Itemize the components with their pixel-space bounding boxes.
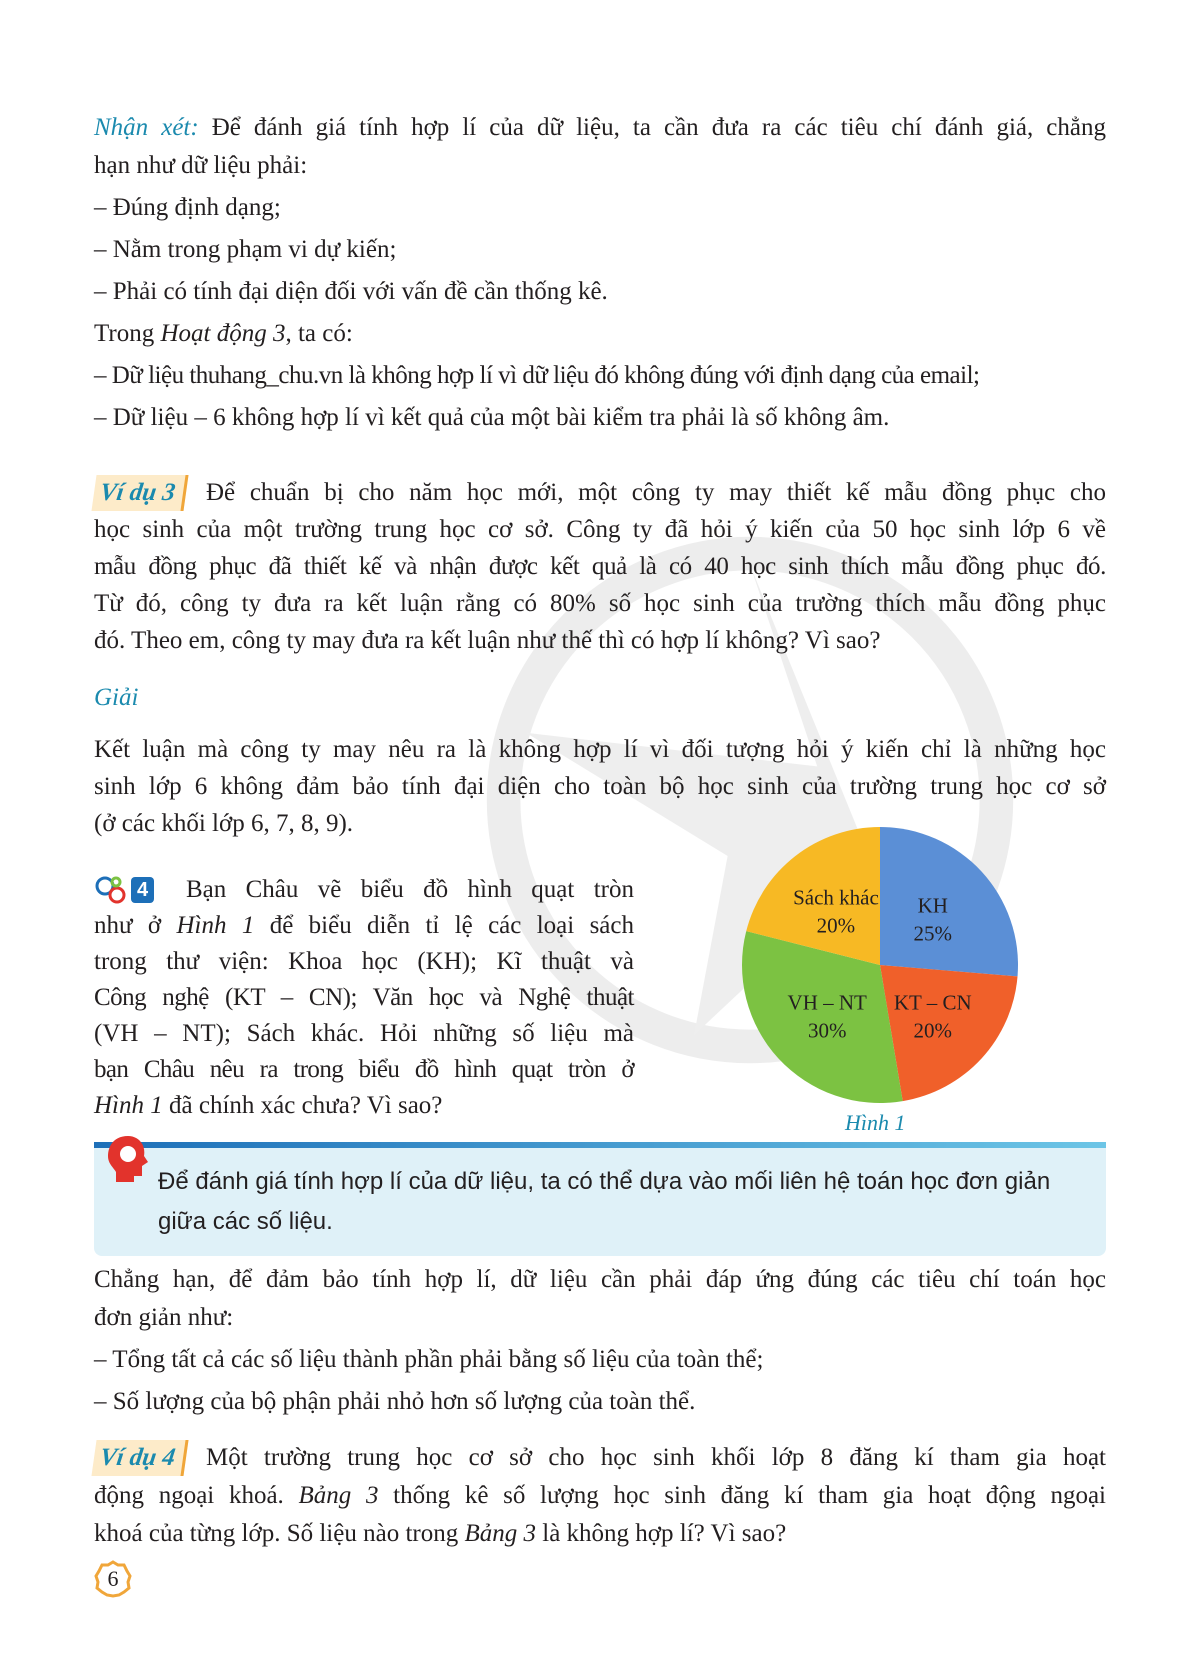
- activity4-line: Công nghệ (KT – CN); Văn học và Nghệ thuật: [94, 984, 634, 1011]
- figure-caption: Hình 1: [845, 1110, 906, 1135]
- example3-badge: Ví dụ 3: [94, 475, 186, 511]
- pie-slice-name: KT – CN: [893, 990, 972, 1015]
- example4-line-3: khoá của từng lớp. Số liệu nào trong Bảng 3 là không hợp lí? Vì sao?: [94, 1520, 787, 1547]
- activity4-line: như ở Hình 1 để biểu diễn tỉ lệ các loại sách: [94, 912, 634, 939]
- solution-line: Kết luận mà công ty may nêu ra là không hợp lí vì đối tượng hỏi ý kiến chỉ là những học: [94, 736, 1106, 763]
- pie-slice-name: KH: [917, 893, 948, 918]
- activity4-line: bạn Châu nêu ra trong biểu đồ hình quạt tròn ở: [94, 1056, 634, 1083]
- callout-line: giữa các số liệu.: [158, 1208, 333, 1235]
- example4-line-1: Một trường trung học cơ sở cho học sinh khối lớp 8 đăng kí tham gia hoạt: [206, 1444, 1106, 1471]
- pie-slice-percent: 25%: [913, 921, 953, 946]
- callout-line: Để đánh giá tính hợp lí của dữ liệu, ta có thể dựa vào mối liên hệ toán học đơn giản: [158, 1168, 1051, 1195]
- activity4-icon: [94, 874, 154, 906]
- example3-line: mẫu đồng phục đã thiết kế và nhận được kết quả là có 40 học sinh thích mẫu đồng phục đó.: [94, 553, 1106, 580]
- criteria-item: – Số lượng của bộ phận phải nhỏ hơn số lượng của toàn thể.: [94, 1388, 696, 1415]
- example3-line: Từ đó, công ty đưa ra kết luận rằng có 80% số học sinh của trường thích mẫu đồng phục: [94, 590, 1106, 617]
- criteria-item: – Đúng định dạng;: [94, 194, 281, 221]
- activity4-line: Hình 1 đã chính xác chưa? Vì sao?: [94, 1092, 443, 1119]
- after-callout-line: đơn giản như:: [94, 1304, 234, 1331]
- solution-heading: Giải: [94, 684, 139, 711]
- example3-line: học sinh của một trường trung học cơ sở. Công ty đã hỏi ý kiến của 50 học sinh lớp 6 về: [94, 516, 1106, 543]
- after-callout-line: Chẳng hạn, để đảm bảo tính hợp lí, dữ liệu cần phải đáp ứng đúng các tiêu chí toán học: [94, 1266, 1106, 1293]
- activity4-line: (VH – NT); Sách khác. Hỏi những số liệu mà: [94, 1020, 634, 1047]
- intro-line-1: Nhận xét: Để đánh giá tính hợp lí của dữ liệu, ta cần đưa ra các tiêu chí đánh giá, chẳng: [94, 114, 1106, 141]
- activity3-reference: Trong Hoạt động 3, ta có:: [94, 320, 353, 347]
- criteria-item: – Tổng tất cả các số liệu thành phần phải bằng số liệu của toàn thể;: [94, 1346, 764, 1373]
- criteria-item: – Phải có tính đại diện đối với vấn đề cần thống kê.: [94, 278, 608, 305]
- pie-slice-0: [880, 827, 1018, 976]
- example4-badge: Ví dụ 4: [94, 1440, 186, 1476]
- pie-slice-name: Sách khác: [793, 885, 879, 910]
- example3-line: đó. Theo em, công ty may đưa ra kết luận như thế thì có hợp lí không? Vì sao?: [94, 627, 881, 654]
- activity4-line: trong thư viện: Khoa học (KH); Kĩ thuật và: [94, 948, 634, 975]
- page-number: 6: [107, 1566, 119, 1591]
- pie-slice-percent: 20%: [913, 1018, 953, 1043]
- activity4-line: Bạn Châu vẽ biểu đồ hình quạt tròn: [186, 876, 634, 903]
- example3-line-1: Để chuẩn bị cho năm học mới, một công ty may thiết kế mẫu đồng phục cho: [206, 479, 1106, 506]
- head-lightbulb-icon: [104, 1132, 152, 1186]
- gears-icon: [94, 874, 128, 906]
- pie-slice-name: VH – NT: [787, 990, 867, 1015]
- solution-line: (ở các khối lớp 6, 7, 8, 9).: [94, 810, 354, 837]
- solution-line: sinh lớp 6 không đảm bảo tính đại diện cho toàn bộ học sinh của trường trung học cơ sở: [94, 773, 1106, 800]
- criteria-item: – Nằm trong phạm vi dự kiến;: [94, 236, 397, 263]
- activity3-point: – Dữ liệu – 6 không hợp lí vì kết quả của một bài kiểm tra phải là số không âm.: [94, 404, 890, 431]
- pie-slice-percent: 30%: [807, 1018, 847, 1043]
- activity4-number: 4: [131, 877, 154, 903]
- activity3-point: – Dữ liệu thuhang_chu.vn là không hợp lí vì dữ liệu đó không đúng với định dạng của email;: [94, 362, 980, 389]
- pie-chart: [730, 820, 1030, 1110]
- pie-slice-percent: 20%: [816, 913, 856, 938]
- intro-line-2: hạn như dữ liệu phải:: [94, 152, 308, 179]
- example4-line-2: động ngoại khoá. Bảng 3 thống kê số lượng học sinh đăng kí tham gia hoạt động ngoại: [94, 1482, 1107, 1509]
